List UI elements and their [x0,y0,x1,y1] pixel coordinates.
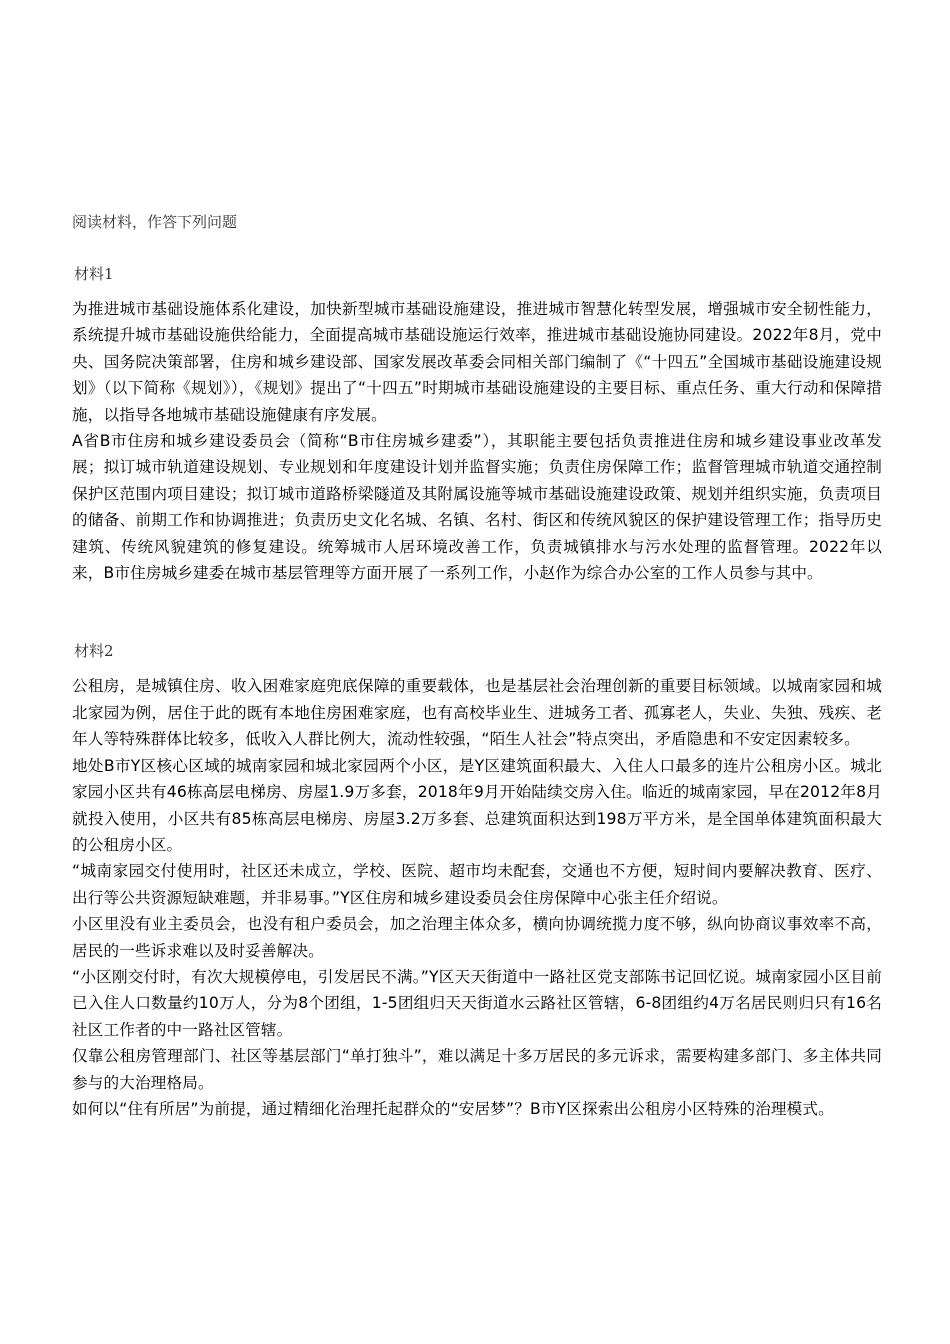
material-2-paragraph: “城南家园交付使用时，社区还未成立，学校、医院、超市均未配套，交通也不方便，短时间内要解决教育、医疗、出行等公共资源短缺难题，并非易事。”Y区住房和城乡建设委员会住房保障中心张主任介绍说。 [72,862,882,907]
material-1-heading: 材料1 [74,265,114,283]
material-2-paragraph: 地处B市Y区核心区域的城南家园和城北家园两个小区，是Y区建筑面积最大、入住人口最多的连片公租房小区。城北家园小区共有46栋高层电梯房、房屋1.9万多套，2018年9月开始陆续交房入住。临近的城南家园，早在2012年8月就投入使用，小区共有85栋高层电梯房、房屋3.2万多套、总建筑面积达到198万平方米，是全国单体建筑面积最大的公租房小区。 [72,756,882,854]
material-2-paragraph: 仅靠公租房管理部门、社区等基层部门“单打独斗”，难以满足十多万居民的多元诉求，需要构建多部门、多主体共同参与的大治理格局。 [72,1047,882,1092]
material-2-paragraph: “小区刚交付时，有次大规模停电，引发居民不满。”Y区天天街道中一路社区党支部陈书记回忆说。城南家园小区目前已入住人口数量约10万人，分为8个团组，1-5团组归天天街道水云路社区管辖，6-8团组约4万名居民则归只有16名社区工作者的中一路社区管辖。 [72,967,882,1039]
material-1-paragraph: 为推进城市基础设施体系化建设，加快新型城市基础设施建设，推进城市智慧化转型发展，增强城市安全韧性能力，系统提升城市基础设施供给能力，全面提高城市基础设施运行效率，推进城市基础设施协同建设。2022年8月，党中央、国务院决策部署，住房和城乡建设部、国家发展改革委会同相关部门编制了《“十四五”全国城市基础设施建设规划》（以下简称《规划》），《规划》提出了“十四五”时期城市基础设施建设的主要目标、重点任务、重大行动和保障措施，以指导各地城市基础设施健康有序发展。 [72,300,882,424]
material-1-body [72,296,882,586]
document-page [72,210,882,1122]
material-2-paragraph: 小区里没有业主委员会，也没有租户委员会，加之治理主体众多，横向协调统揽力度不够，纵向协商议事效率不高，居民的一些诉求难以及时妥善解决。 [72,915,882,960]
material-1-paragraph: A省B市住房和城乡建设委员会（简称“B市住房城乡建委”），其职能主要包括负责推进住房和城乡建设事业改革发展；拟订城市轨道建设规划、专业规划和年度建设计划并监督实施；负责住房保障工作；监督管理城市轨道交通控制保护区范围内项目建设；拟订城市道路桥梁隧道及其附属设施等城市基础设施建设政策、规划并组织实施，负责项目的储备、前期工作和协调推进；负责历史文化名城、名镇、名村、街区和传统风貌区的保护建设管理工作；指导历史建筑、传统风貌建筑的修复建设。统筹城市人居环境改善工作，负责城镇排水与污水处理的监督管理。2022年以来，B市住房城乡建委在城市基层管理等方面开展了一系列工作，小赵作为综合办公室的工作人员参与其中。 [72,432,882,583]
material-2-paragraph: 公租房，是城镇住房、收入困难家庭兜底保障的重要载体，也是基层社会治理创新的重要目标领域。以城南家园和城北家园为例，居住于此的既有本地住房困难家庭，也有高校毕业生、进城务工者、孤寡老人，失业、失独、残疾、老年人等特殊群体比较多，低收入人群比例大，流动性较强，“陌生人社会”特点突出，矛盾隐患和不安定因素较多。 [72,677,882,749]
material-2-heading: 材料2 [74,642,114,661]
material-2-paragraph: 如何以“住有所居”为前提，通过精细化治理托起群众的“安居梦”？B市Y区探索出公租房小区特殊的治理模式。 [72,1099,834,1118]
question-instruction: 阅读材料，作答下列问题 [72,213,238,231]
material-2-body [72,673,882,1122]
